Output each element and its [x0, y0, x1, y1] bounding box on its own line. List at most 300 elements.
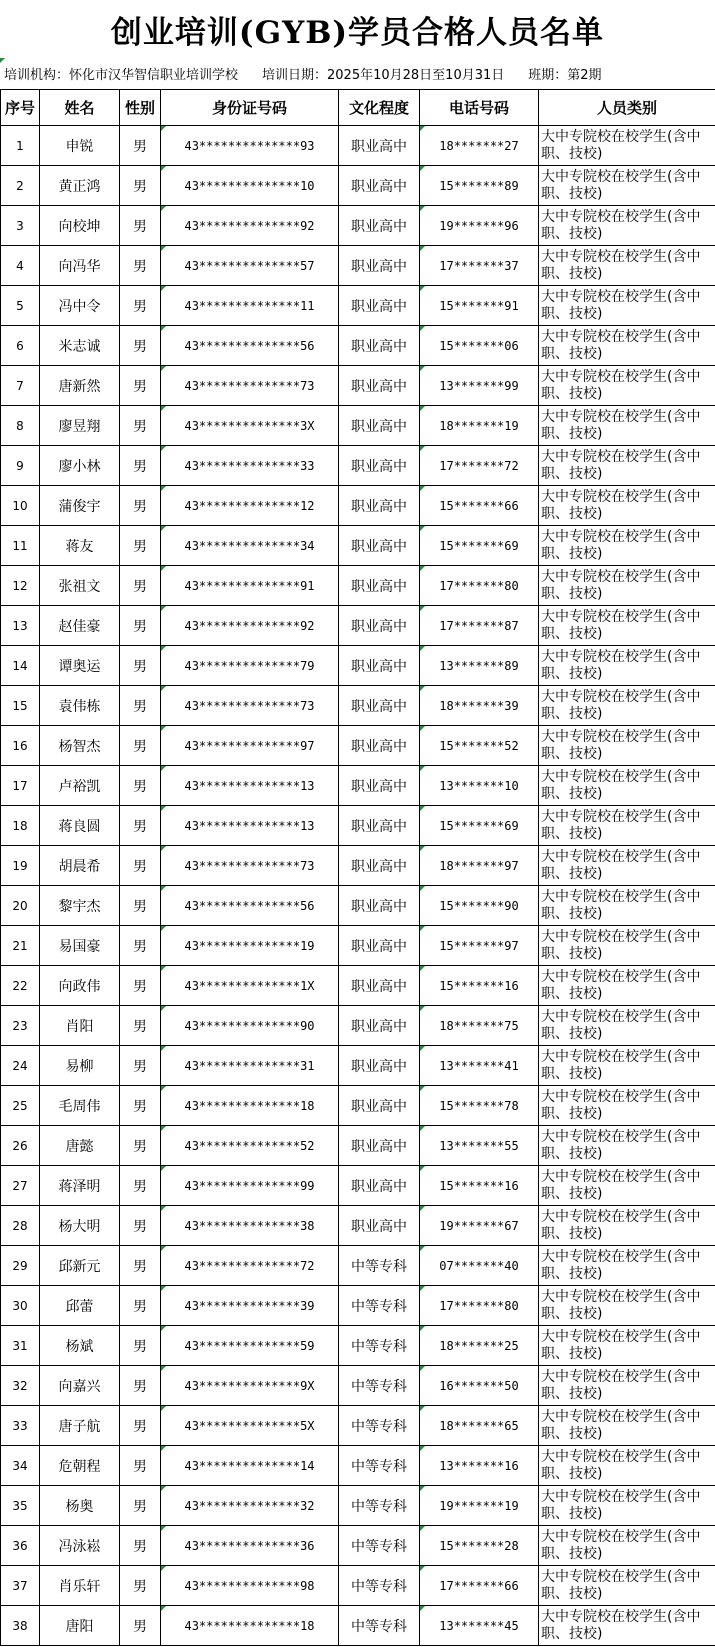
row-education: 职业高中 [339, 526, 420, 566]
row-name: 张祖文 [40, 566, 120, 606]
row-name: 申锐 [40, 126, 120, 166]
row-seq: 8 [1, 406, 40, 446]
row-category: 大中专院校在校学生(含中职、技校) [539, 1446, 715, 1486]
row-gender: 男 [120, 966, 161, 1006]
row-category: 大中专院校在校学生(含中职、技校) [539, 1286, 715, 1326]
header-education: 文化程度 [339, 90, 420, 126]
training-date: 培训日期：2025年10月28日至10月31日 [262, 67, 505, 83]
row-phone: 17*******80 [420, 1286, 539, 1326]
row-phone: 15*******28 [420, 1526, 539, 1566]
row-category: 大中专院校在校学生(含中职、技校) [539, 1246, 715, 1286]
row-education: 职业高中 [339, 566, 420, 606]
row-id-number: 43**************72 [161, 1246, 339, 1286]
row-name: 向冯华 [40, 246, 120, 286]
row-id-number: 43**************97 [161, 726, 339, 766]
row-gender: 男 [120, 1286, 161, 1326]
table-row [1, 1486, 715, 1526]
row-gender: 男 [120, 566, 161, 606]
row-id-number: 43**************3X [161, 406, 339, 446]
row-gender: 男 [120, 526, 161, 566]
row-name: 黄正鸿 [40, 166, 120, 206]
header-gender: 性别 [120, 90, 161, 126]
row-education: 职业高中 [339, 1006, 420, 1046]
row-education: 职业高中 [339, 126, 420, 166]
row-gender: 男 [120, 1166, 161, 1206]
row-education: 中等专科 [339, 1446, 420, 1486]
row-category: 大中专院校在校学生(含中职、技校) [539, 1606, 715, 1646]
table-row [1, 886, 715, 926]
row-category: 大中专院校在校学生(含中职、技校) [539, 1006, 715, 1046]
row-education: 职业高中 [339, 646, 420, 686]
row-education: 职业高中 [339, 286, 420, 326]
row-phone: 17*******72 [420, 446, 539, 486]
row-education: 职业高中 [339, 766, 420, 806]
header-seq: 序号 [1, 90, 40, 126]
row-category: 大中专院校在校学生(含中职、技校) [539, 406, 715, 446]
row-seq: 32 [1, 1366, 40, 1406]
row-name: 胡晨希 [40, 846, 120, 886]
row-gender: 男 [120, 486, 161, 526]
row-category: 大中专院校在校学生(含中职、技校) [539, 326, 715, 366]
row-phone: 15*******90 [420, 886, 539, 926]
row-name: 杨大明 [40, 1206, 120, 1246]
header-id-number: 身份证号码 [161, 90, 339, 126]
row-gender: 男 [120, 646, 161, 686]
row-seq: 33 [1, 1406, 40, 1446]
table-row [1, 1206, 715, 1246]
row-education: 职业高中 [339, 606, 420, 646]
header-name: 姓名 [40, 90, 120, 126]
row-seq: 24 [1, 1046, 40, 1086]
table-row [1, 1606, 715, 1646]
row-seq: 14 [1, 646, 40, 686]
row-phone: 18*******65 [420, 1406, 539, 1446]
row-id-number: 43**************92 [161, 606, 339, 646]
table-header-row [1, 90, 715, 126]
row-gender: 男 [120, 286, 161, 326]
row-id-number: 43**************92 [161, 206, 339, 246]
row-id-number: 43**************73 [161, 846, 339, 886]
row-name: 邱新元 [40, 1246, 120, 1286]
row-id-number: 43**************19 [161, 926, 339, 966]
row-gender: 男 [120, 126, 161, 166]
row-phone: 13*******41 [420, 1046, 539, 1086]
table-row [1, 1286, 715, 1326]
row-phone: 15*******06 [420, 326, 539, 366]
row-phone: 18*******97 [420, 846, 539, 886]
table-row [1, 366, 715, 406]
row-gender: 男 [120, 1046, 161, 1086]
row-seq: 2 [1, 166, 40, 206]
table-row [1, 126, 715, 166]
row-name: 袁伟栋 [40, 686, 120, 726]
row-name: 毛周伟 [40, 1086, 120, 1126]
table-row [1, 1526, 715, 1566]
row-category: 大中专院校在校学生(含中职、技校) [539, 1366, 715, 1406]
row-gender: 男 [120, 1326, 161, 1366]
row-name: 唐新然 [40, 366, 120, 406]
row-phone: 15*******16 [420, 1166, 539, 1206]
row-category: 大中专院校在校学生(含中职、技校) [539, 886, 715, 926]
row-phone: 18*******27 [420, 126, 539, 166]
table-row [1, 246, 715, 286]
table-row [1, 1326, 715, 1366]
table-body [1, 126, 715, 1646]
row-seq: 12 [1, 566, 40, 606]
row-id-number: 43**************14 [161, 1446, 339, 1486]
row-name: 易柳 [40, 1046, 120, 1086]
row-seq: 13 [1, 606, 40, 646]
table-row [1, 766, 715, 806]
row-category: 大中专院校在校学生(含中职、技校) [539, 846, 715, 886]
table-row [1, 606, 715, 646]
row-name: 赵佳豪 [40, 606, 120, 646]
row-category: 大中专院校在校学生(含中职、技校) [539, 1086, 715, 1126]
row-id-number: 43**************73 [161, 686, 339, 726]
row-category: 大中专院校在校学生(含中职、技校) [539, 366, 715, 406]
table-row [1, 806, 715, 846]
row-id-number: 43**************18 [161, 1606, 339, 1646]
row-seq: 16 [1, 726, 40, 766]
table-row [1, 1126, 715, 1166]
row-phone: 17*******80 [420, 566, 539, 606]
row-education: 职业高中 [339, 1086, 420, 1126]
row-gender: 男 [120, 246, 161, 286]
row-id-number: 43**************31 [161, 1046, 339, 1086]
row-education: 中等专科 [339, 1326, 420, 1366]
row-education: 中等专科 [339, 1286, 420, 1326]
row-id-number: 43**************10 [161, 166, 339, 206]
row-category: 大中专院校在校学生(含中职、技校) [539, 686, 715, 726]
row-phone: 15*******52 [420, 726, 539, 766]
row-seq: 9 [1, 446, 40, 486]
row-category: 大中专院校在校学生(含中职、技校) [539, 1406, 715, 1446]
row-id-number: 43**************18 [161, 1086, 339, 1126]
row-education: 职业高中 [339, 166, 420, 206]
row-category: 大中专院校在校学生(含中职、技校) [539, 206, 715, 246]
row-name: 危朝程 [40, 1446, 120, 1486]
row-name: 蒋良圆 [40, 806, 120, 846]
row-education: 职业高中 [339, 1166, 420, 1206]
row-phone: 13*******99 [420, 366, 539, 406]
row-seq: 7 [1, 366, 40, 406]
row-name: 蒲俊宇 [40, 486, 120, 526]
row-phone: 07*******40 [420, 1246, 539, 1286]
row-id-number: 43**************12 [161, 486, 339, 526]
row-name: 唐子航 [40, 1406, 120, 1446]
row-gender: 男 [120, 726, 161, 766]
row-phone: 18*******39 [420, 686, 539, 726]
row-education: 职业高中 [339, 886, 420, 926]
row-seq: 21 [1, 926, 40, 966]
row-name: 杨斌 [40, 1326, 120, 1366]
row-gender: 男 [120, 1206, 161, 1246]
row-phone: 15*******69 [420, 806, 539, 846]
row-category: 大中专院校在校学生(含中职、技校) [539, 446, 715, 486]
row-education: 职业高中 [339, 686, 420, 726]
table-row [1, 166, 715, 206]
row-seq: 6 [1, 326, 40, 366]
table-row [1, 1566, 715, 1606]
row-phone: 18*******25 [420, 1326, 539, 1366]
row-category: 大中专院校在校学生(含中职、技校) [539, 526, 715, 566]
row-phone: 19*******67 [420, 1206, 539, 1246]
row-phone: 13*******16 [420, 1446, 539, 1486]
row-gender: 男 [120, 606, 161, 646]
row-seq: 27 [1, 1166, 40, 1206]
row-education: 中等专科 [339, 1526, 420, 1566]
row-gender: 男 [120, 1246, 161, 1286]
row-category: 大中专院校在校学生(含中职、技校) [539, 726, 715, 766]
table-row [1, 286, 715, 326]
row-category: 大中专院校在校学生(含中职、技校) [539, 606, 715, 646]
row-gender: 男 [120, 1446, 161, 1486]
row-category: 大中专院校在校学生(含中职、技校) [539, 1166, 715, 1206]
row-seq: 35 [1, 1486, 40, 1526]
row-education: 职业高中 [339, 246, 420, 286]
row-phone: 17*******87 [420, 606, 539, 646]
row-name: 向校坤 [40, 206, 120, 246]
row-seq: 31 [1, 1326, 40, 1366]
row-category: 大中专院校在校学生(含中职、技校) [539, 286, 715, 326]
row-id-number: 43**************1X [161, 966, 339, 1006]
table-row [1, 486, 715, 526]
row-category: 大中专院校在校学生(含中职、技校) [539, 1126, 715, 1166]
row-category: 大中专院校在校学生(含中职、技校) [539, 1326, 715, 1366]
training-period: 班期：第2期 [528, 67, 602, 83]
header-phone: 电话号码 [420, 90, 539, 126]
row-id-number: 43**************38 [161, 1206, 339, 1246]
row-gender: 男 [120, 446, 161, 486]
row-category: 大中专院校在校学生(含中职、技校) [539, 806, 715, 846]
row-id-number: 43**************59 [161, 1326, 339, 1366]
row-id-number: 43**************11 [161, 286, 339, 326]
row-phone: 18*******75 [420, 1006, 539, 1046]
row-name: 杨智杰 [40, 726, 120, 766]
row-seq: 37 [1, 1566, 40, 1606]
row-gender: 男 [120, 806, 161, 846]
row-name: 冯泳崧 [40, 1526, 120, 1566]
row-gender: 男 [120, 766, 161, 806]
table-row [1, 1246, 715, 1286]
row-education: 职业高中 [339, 966, 420, 1006]
table-row [1, 1046, 715, 1086]
row-gender: 男 [120, 686, 161, 726]
row-phone: 13*******89 [420, 646, 539, 686]
row-phone: 18*******19 [420, 406, 539, 446]
row-seq: 15 [1, 686, 40, 726]
table-row [1, 686, 715, 726]
row-gender: 男 [120, 846, 161, 886]
row-seq: 19 [1, 846, 40, 886]
row-seq: 36 [1, 1526, 40, 1566]
row-name: 向政伟 [40, 966, 120, 1006]
row-gender: 男 [120, 1526, 161, 1566]
row-gender: 男 [120, 406, 161, 446]
row-name: 廖昱翔 [40, 406, 120, 446]
row-id-number: 43**************13 [161, 806, 339, 846]
row-name: 冯中令 [40, 286, 120, 326]
row-id-number: 43**************13 [161, 766, 339, 806]
header-category: 人员类别 [539, 90, 715, 126]
row-category: 大中专院校在校学生(含中职、技校) [539, 766, 715, 806]
row-name: 黎宇杰 [40, 886, 120, 926]
row-gender: 男 [120, 926, 161, 966]
row-phone: 15*******69 [420, 526, 539, 566]
row-phone: 13*******45 [420, 1606, 539, 1646]
training-org: 培训机构：怀化市汉华智信职业培训学校 [4, 67, 239, 83]
row-category: 大中专院校在校学生(含中职、技校) [539, 1566, 715, 1606]
row-education: 职业高中 [339, 1206, 420, 1246]
row-gender: 男 [120, 166, 161, 206]
table-row [1, 966, 715, 1006]
row-gender: 男 [120, 1366, 161, 1406]
table-row [1, 1166, 715, 1206]
row-name: 邱蕾 [40, 1286, 120, 1326]
row-gender: 男 [120, 1566, 161, 1606]
table-row [1, 446, 715, 486]
row-education: 职业高中 [339, 926, 420, 966]
row-name: 米志诚 [40, 326, 120, 366]
row-education: 中等专科 [339, 1366, 420, 1406]
row-gender: 男 [120, 1086, 161, 1126]
table-row [1, 406, 715, 446]
row-category: 大中专院校在校学生(含中职、技校) [539, 926, 715, 966]
row-id-number: 43**************33 [161, 446, 339, 486]
row-education: 职业高中 [339, 366, 420, 406]
row-id-number: 43**************52 [161, 1126, 339, 1166]
row-education: 中等专科 [339, 1606, 420, 1646]
row-category: 大中专院校在校学生(含中职、技校) [539, 966, 715, 1006]
row-seq: 10 [1, 486, 40, 526]
row-phone: 19*******19 [420, 1486, 539, 1526]
row-gender: 男 [120, 326, 161, 366]
row-name: 蒋友 [40, 526, 120, 566]
row-category: 大中专院校在校学生(含中职、技校) [539, 166, 715, 206]
row-gender: 男 [120, 1486, 161, 1526]
row-phone: 15*******97 [420, 926, 539, 966]
row-phone: 17*******37 [420, 246, 539, 286]
row-id-number: 43**************91 [161, 566, 339, 606]
row-education: 中等专科 [339, 1246, 420, 1286]
row-phone: 15*******66 [420, 486, 539, 526]
row-id-number: 43**************99 [161, 1166, 339, 1206]
row-phone: 15*******78 [420, 1086, 539, 1126]
row-seq: 3 [1, 206, 40, 246]
table-row [1, 1446, 715, 1486]
row-category: 大中专院校在校学生(含中职、技校) [539, 566, 715, 606]
row-id-number: 43**************79 [161, 646, 339, 686]
row-name: 杨奥 [40, 1486, 120, 1526]
row-category: 大中专院校在校学生(含中职、技校) [539, 246, 715, 286]
row-phone: 15*******89 [420, 166, 539, 206]
row-name: 谭奥运 [40, 646, 120, 686]
row-name: 蒋泽明 [40, 1166, 120, 1206]
document-title: 创业培训(GYB)学员合格人员名单 [110, 14, 605, 51]
row-seq: 18 [1, 806, 40, 846]
row-name: 肖乐轩 [40, 1566, 120, 1606]
row-education: 职业高中 [339, 1126, 420, 1166]
row-seq: 28 [1, 1206, 40, 1246]
row-education: 职业高中 [339, 1046, 420, 1086]
row-phone: 13*******55 [420, 1126, 539, 1166]
row-id-number: 43**************93 [161, 126, 339, 166]
row-category: 大中专院校在校学生(含中职、技校) [539, 486, 715, 526]
row-seq: 25 [1, 1086, 40, 1126]
row-phone: 17*******66 [420, 1566, 539, 1606]
table-row [1, 726, 715, 766]
row-education: 职业高中 [339, 446, 420, 486]
row-category: 大中专院校在校学生(含中职、技校) [539, 1526, 715, 1566]
row-name: 廖小林 [40, 446, 120, 486]
row-phone: 13*******10 [420, 766, 539, 806]
table-row [1, 1406, 715, 1446]
row-education: 职业高中 [339, 326, 420, 366]
row-gender: 男 [120, 206, 161, 246]
row-seq: 23 [1, 1006, 40, 1046]
row-id-number: 43**************32 [161, 1486, 339, 1526]
table-row [1, 206, 715, 246]
row-id-number: 43**************36 [161, 1526, 339, 1566]
table-row [1, 1086, 715, 1126]
row-category: 大中专院校在校学生(含中职、技校) [539, 1206, 715, 1246]
row-id-number: 43**************39 [161, 1286, 339, 1326]
row-id-number: 43**************98 [161, 1566, 339, 1606]
row-seq: 20 [1, 886, 40, 926]
table-row [1, 1366, 715, 1406]
row-category: 大中专院校在校学生(含中职、技校) [539, 126, 715, 166]
row-name: 卢裕凯 [40, 766, 120, 806]
row-seq: 34 [1, 1446, 40, 1486]
row-education: 职业高中 [339, 846, 420, 886]
row-education: 职业高中 [339, 206, 420, 246]
row-name: 唐懿 [40, 1126, 120, 1166]
row-id-number: 43**************9X [161, 1366, 339, 1406]
row-seq: 17 [1, 766, 40, 806]
table-row [1, 846, 715, 886]
row-education: 职业高中 [339, 726, 420, 766]
training-info-bar [0, 60, 715, 86]
table-row [1, 526, 715, 566]
row-education: 中等专科 [339, 1486, 420, 1526]
row-category: 大中专院校在校学生(含中职、技校) [539, 1046, 715, 1086]
row-id-number: 43**************56 [161, 886, 339, 926]
row-name: 向嘉兴 [40, 1366, 120, 1406]
row-id-number: 43**************5X [161, 1406, 339, 1446]
row-phone: 16*******50 [420, 1366, 539, 1406]
row-education: 中等专科 [339, 1406, 420, 1446]
row-name: 唐阳 [40, 1606, 120, 1646]
row-seq: 30 [1, 1286, 40, 1326]
trainee-table [0, 89, 715, 1646]
row-phone: 15*******16 [420, 966, 539, 1006]
row-gender: 男 [120, 1006, 161, 1046]
table-row [1, 926, 715, 966]
row-id-number: 43**************90 [161, 1006, 339, 1046]
row-seq: 5 [1, 286, 40, 326]
table-row [1, 646, 715, 686]
row-id-number: 43**************73 [161, 366, 339, 406]
table-row [1, 326, 715, 366]
row-id-number: 43**************34 [161, 526, 339, 566]
row-gender: 男 [120, 1606, 161, 1646]
row-education: 职业高中 [339, 406, 420, 446]
table-row [1, 566, 715, 606]
row-gender: 男 [120, 1126, 161, 1166]
table-row [1, 1006, 715, 1046]
row-seq: 29 [1, 1246, 40, 1286]
row-seq: 4 [1, 246, 40, 286]
